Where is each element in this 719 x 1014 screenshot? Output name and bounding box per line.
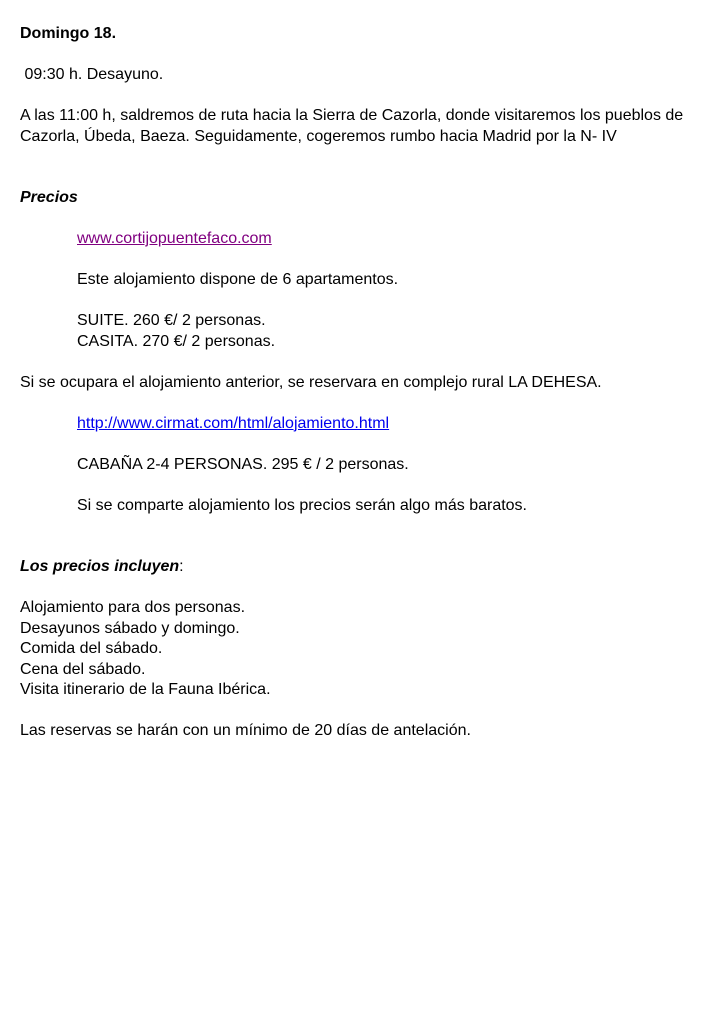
reservation-note: Las reservas se harán con un mínimo de 20 días de antelación. [20,722,471,739]
day-heading: Domingo 18. [20,25,117,42]
document-body [20,24,700,742]
includes-colon: : [179,558,184,575]
prices-heading: Precios [20,189,78,206]
route-paragraph: A las 11:00 h, saldremos de ruta hacia la Sierra de Cazorla, donde visitaremos los pueblos de Cazorla, Úbeda, Baeza. Seguidamente, cogeremos rumbo hacia Madrid por la N- IV [20,107,688,145]
alternative-note: Si se ocupara el alojamiento anterior, se reservara en complejo rural LA DEHESA. [20,373,602,391]
lodging1-description: Este alojamiento dispone de 6 apartamentos. [77,271,399,288]
includes-item: Visita itinerario de la Fauna Ibérica. [20,681,271,698]
lodging1-link[interactable]: www.cortijopuentefaco.com [77,230,272,247]
includes-heading: Los precios incluyen [20,558,180,575]
breakfast-line: 09:30 h. Desayuno. [20,66,164,83]
includes-item: Alojamiento para dos personas. [20,599,246,616]
lodging2-link[interactable]: http://www.cirmat.com/html/alojamiento.html [77,414,390,432]
includes-heading-line [20,557,700,578]
includes-item: Desayunos sábado y domingo. [20,619,240,637]
includes-item: Comida del sábado. [20,640,163,657]
suite-price: SUITE. 260 €/ 2 personas. [77,312,266,329]
shared-note: Si se comparte alojamiento los precios serán algo más baratos. [77,496,527,514]
cabin-price: CABAÑA 2-4 PERSONAS. 295 € / 2 personas. [77,455,409,473]
lodging2-link-line [77,414,700,435]
lodging1-link-line [77,229,700,250]
includes-item: Cena del sábado. [20,660,146,678]
casita-price: CASITA. 270 €/ 2 personas. [77,332,276,350]
